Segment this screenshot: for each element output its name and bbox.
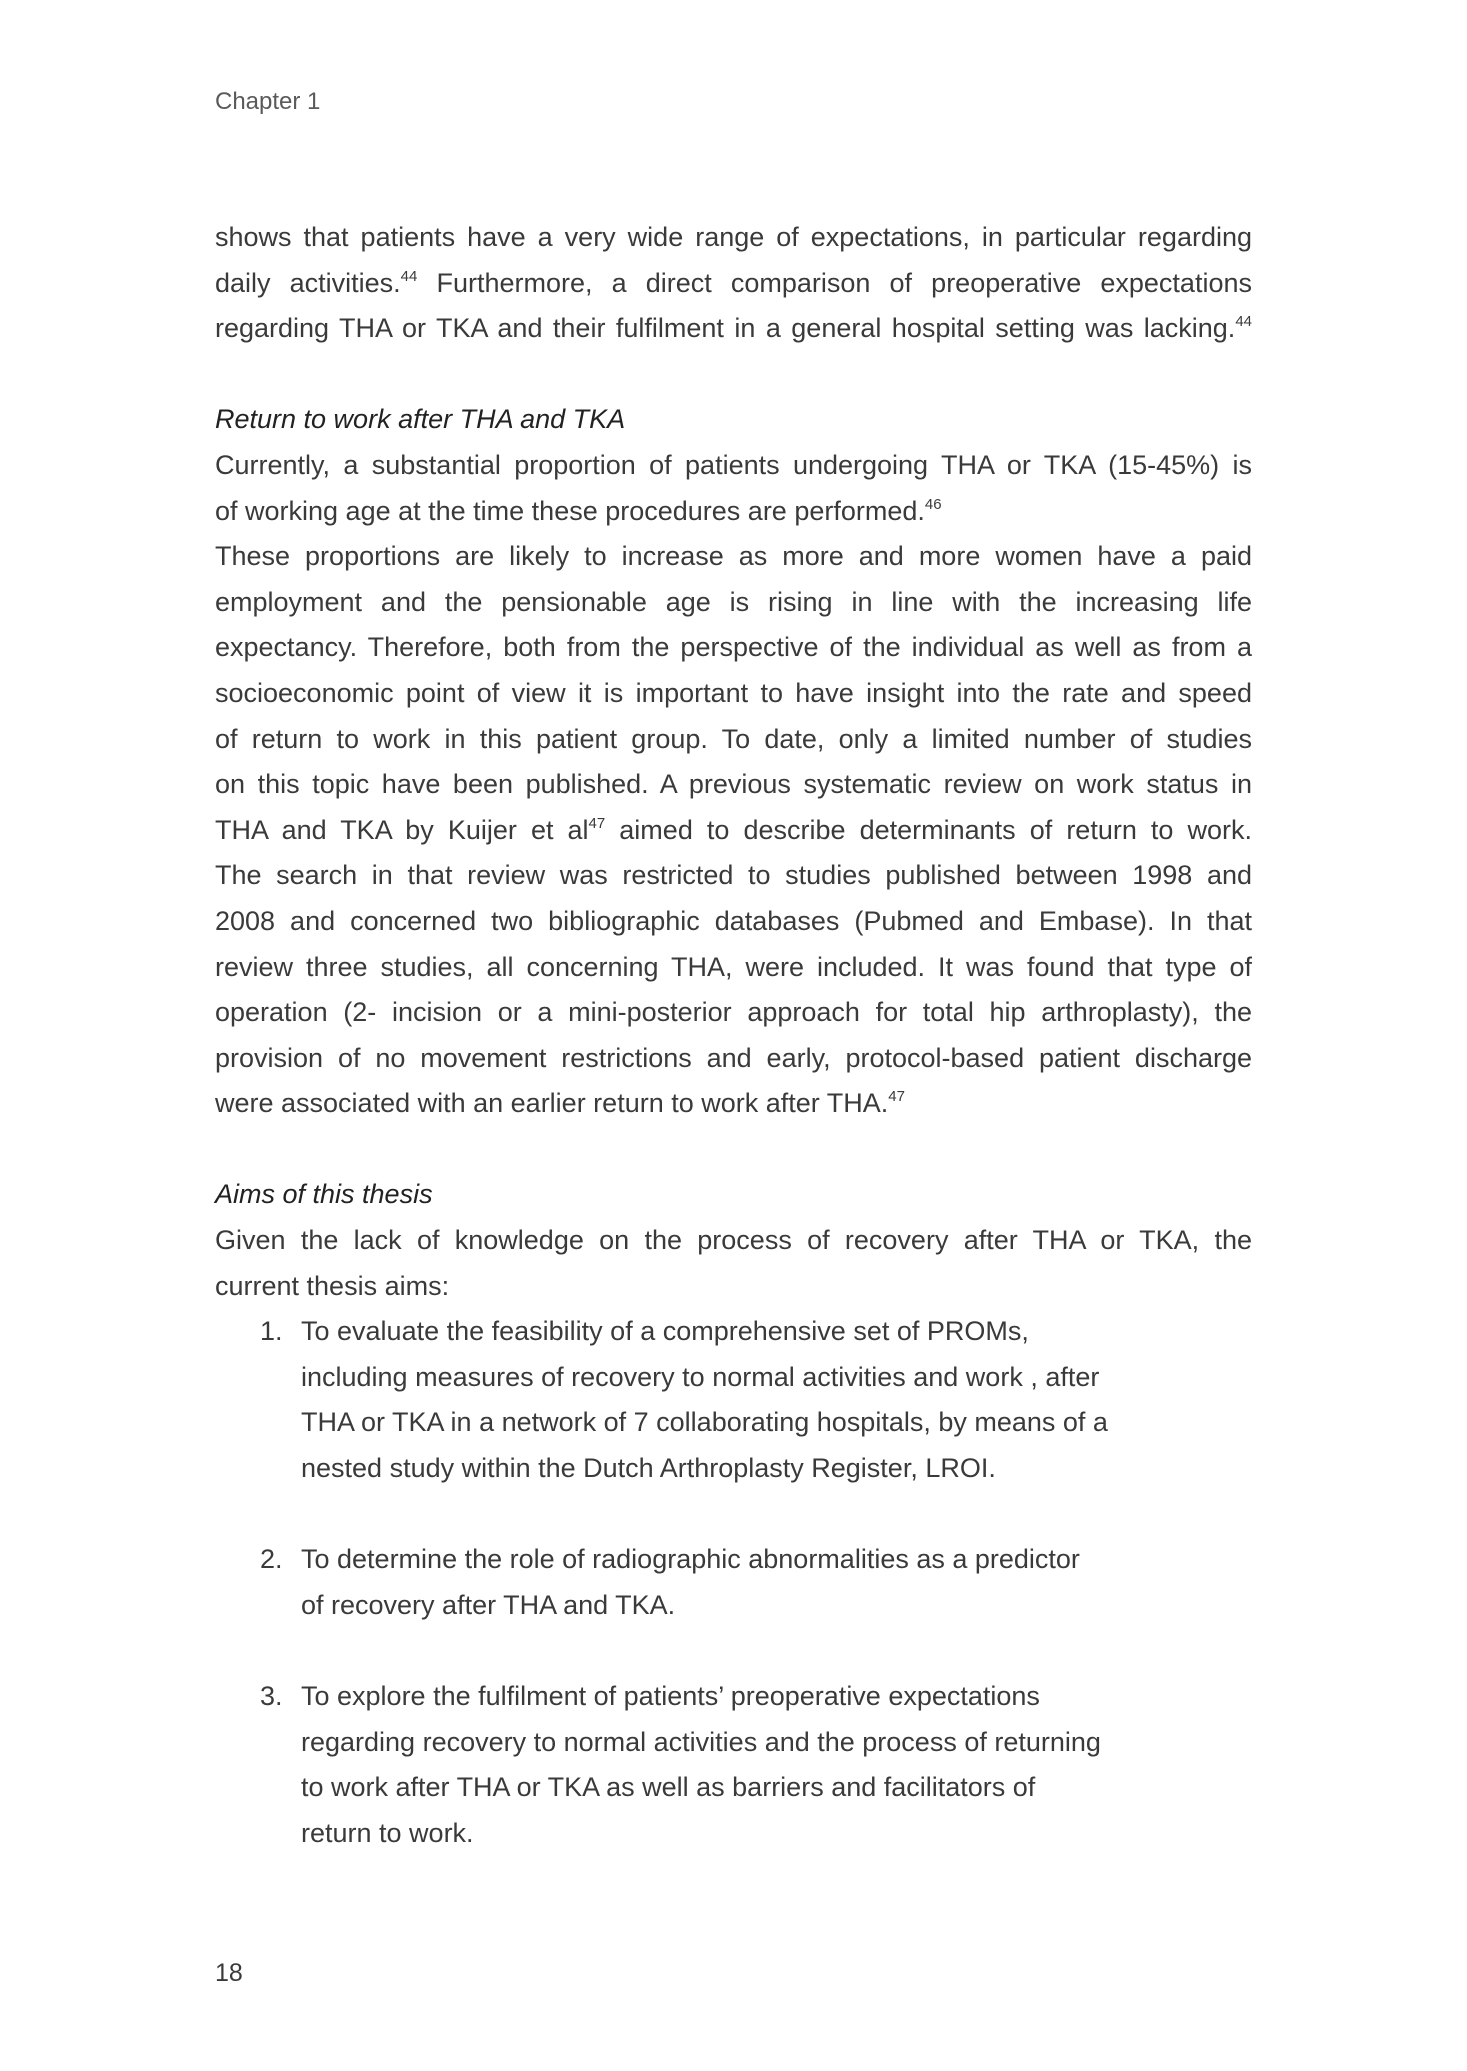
body-line	[215, 808, 1252, 854]
list-item	[215, 1309, 1252, 1491]
list-number: 1.	[260, 1316, 283, 1347]
section-heading: Return to work after THA and TKA	[215, 404, 626, 435]
body-line	[215, 489, 1252, 535]
list-item-line: To evaluate the feasibility of a comprehensive set of PROMs,	[301, 1316, 1029, 1347]
text-segment: of working age at the time these procedures are performed.	[215, 495, 925, 526]
list-item-line: of recovery after THA and TKA.	[301, 1589, 676, 1620]
list-item-line: THA or TKA in a network of 7 collaborating hospitals, by means of a	[301, 1407, 1108, 1438]
body-line: 2008 and concerned two bibliographic databases (Pubmed and Embase). In that	[215, 905, 1252, 936]
list-item-line: To explore the fulfilment of patients’ preoperative expectations	[301, 1681, 1040, 1711]
list-item	[215, 1674, 1252, 1856]
citation-superscript: 44	[400, 267, 418, 285]
chapter-header: Chapter 1	[215, 88, 321, 115]
text-segment: THA and TKA by Kuijer et al	[215, 814, 589, 845]
list-item-line: return to work.	[301, 1817, 474, 1848]
list-item-line: to work after THA or TKA as well as barriers and facilitators of	[301, 1772, 1036, 1803]
citation-superscript: 47	[588, 814, 606, 832]
body-line: Currently, a substantial proportion of patients undergoing THA or TKA (15-45%) is	[215, 449, 1252, 480]
text-segment: daily activities.	[215, 267, 401, 298]
citation-superscript: 44	[1235, 313, 1252, 331]
list-number: 3.	[260, 1681, 283, 1711]
text-segment: aimed to describe determinants of return to work.	[605, 814, 1252, 845]
return-to-work-section	[215, 397, 1252, 1127]
list-item-line: nested study within the Dutch Arthroplasty Register, LROI.	[301, 1453, 996, 1484]
citation-superscript: 46	[924, 495, 942, 513]
body-line	[215, 1081, 1252, 1127]
body-line	[215, 306, 1252, 352]
list-item-line: including measures of recovery to normal activities and work , after	[301, 1361, 1100, 1392]
page-content	[215, 215, 1252, 1856]
body-line: socioeconomic point of view it is important to have insight into the rate and speed	[215, 677, 1252, 708]
body-line: provision of no movement restrictions and early, protocol-based patient discharge	[215, 1042, 1252, 1073]
text-segment: were associated with an earlier return to work after THA.	[215, 1088, 889, 1119]
list-item	[215, 1537, 1252, 1628]
aims-list	[215, 1309, 1252, 1856]
list-number: 2.	[260, 1544, 283, 1575]
body-line: of return to work in this patient group. To date, only a limited number of studies	[215, 723, 1252, 754]
text-segment: regarding THA or TKA and their fulfilment in a general hospital setting was lacking.	[215, 313, 1236, 344]
body-line: The search in that review was restricted to studies published between 1998 and	[215, 860, 1252, 891]
body-line: employment and the pensionable age is rising in line with the increasing life	[215, 586, 1252, 617]
citation-superscript: 47	[888, 1088, 905, 1106]
body-line: Given the lack of knowledge on the process of recovery after THA or TKA, the	[215, 1225, 1252, 1256]
body-line: shows that patients have a very wide range of expectations, in particular regarding	[215, 222, 1252, 252]
text-segment: Furthermore, a direct comparison of preoperative expectations	[417, 267, 1252, 298]
body-line	[215, 261, 1252, 307]
page-number: 18	[215, 1959, 243, 1987]
aims-section	[215, 1172, 1252, 1856]
body-line: expectancy. Therefore, both from the perspective of the individual as well as from a	[215, 632, 1252, 663]
section-heading: Aims of this thesis	[215, 1179, 433, 1210]
list-item-line: regarding recovery to normal activities and the process of returning	[301, 1726, 1101, 1757]
body-line: on this topic have been published. A previous systematic review on work status in	[215, 769, 1252, 800]
list-item-line: To determine the role of radiographic abnormalities as a predictor	[301, 1544, 1080, 1575]
body-line: review three studies, all concerning THA, were included. It was found that type of	[215, 951, 1252, 982]
body-line: current thesis aims:	[215, 1270, 450, 1301]
intro-paragraph	[215, 215, 1252, 352]
body-line: These proportions are likely to increase as more and more women have a paid	[215, 541, 1252, 572]
body-line: operation (2- incision or a mini-posterior approach for total hip arthroplasty), the	[215, 997, 1252, 1028]
